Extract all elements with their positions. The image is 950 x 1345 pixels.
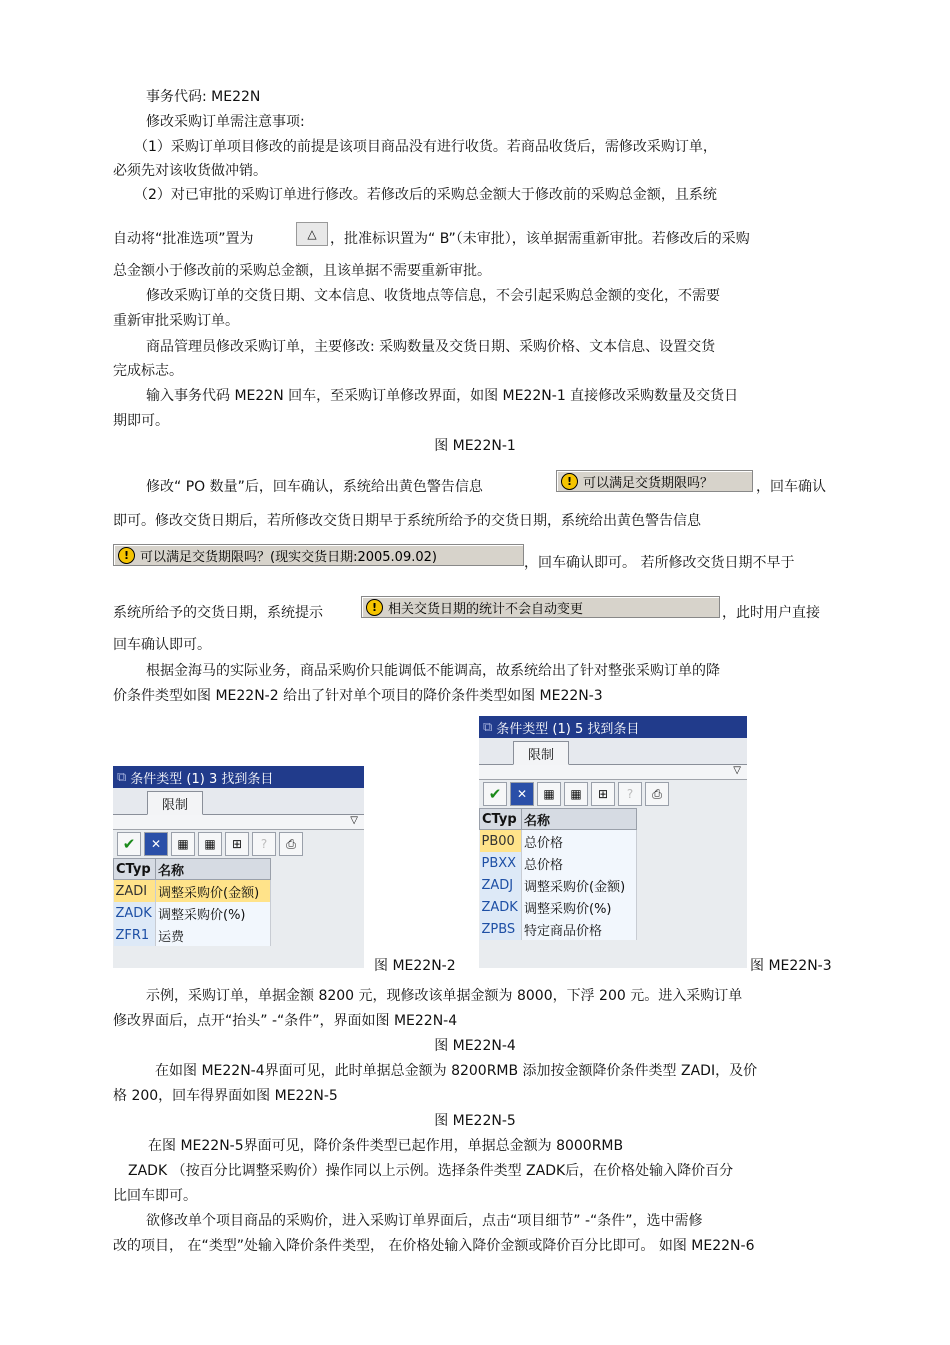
condition-code[interactable]: ZADJ: [480, 874, 522, 896]
condition-code[interactable]: ZADI: [114, 880, 156, 903]
condition-code[interactable]: ZPBS: [480, 918, 522, 940]
triangle-up-icon: △: [307, 227, 317, 241]
help-icon[interactable]: ?: [252, 832, 276, 856]
text-line: （1）采购订单项目修改的前提是该项目商品没有进行收货。若商品收货后，需修改采购订单，: [134, 139, 717, 155]
text-line: 在如图 ME22N-4界面可见，此时单据总金额为 8200RMB 添加按金额降价条件类型 ZADI，及价: [155, 1063, 758, 1079]
column-header: CTyp: [114, 859, 156, 880]
figure-caption: 图 ME22N-3: [750, 958, 832, 974]
warning-icon: !: [118, 547, 135, 564]
condition-code[interactable]: PB00: [480, 830, 522, 853]
print-icon[interactable]: ⎙: [645, 782, 669, 806]
text-line: 修改采购订单的交货日期、文本信息、收货地点等信息，不会引起采购总金额的变化，不需要: [146, 288, 720, 304]
text-line: 商品管理员修改采购订单，主要修改: 采购数量及交货日期、采购价格、文本信息、设置交货: [146, 339, 716, 355]
find-next-icon[interactable]: ▦: [198, 832, 222, 856]
confirm-icon[interactable]: ✔: [117, 832, 141, 856]
text-line: 修改采购订单需注意事项:: [146, 114, 305, 130]
text-line: 格 200，回车得界面如图 ME22N-5: [113, 1088, 338, 1104]
condition-code[interactable]: ZFR1: [114, 924, 156, 946]
text-line: 事务代码: ME22N: [146, 89, 261, 105]
tab-restrictions[interactable]: 限制: [147, 791, 203, 815]
new-entry-icon[interactable]: ⊞: [225, 832, 249, 856]
table-row[interactable]: [114, 902, 271, 924]
warning-message: ! 可以满足交货期限吗？: [556, 470, 753, 492]
popup-title-bar: ⧉ 条件类型 (1) 3 找到条目: [113, 766, 364, 788]
table-row[interactable]: [480, 852, 637, 874]
column-header: CTyp: [480, 809, 522, 830]
text-line: 期即可。: [113, 413, 169, 429]
text-line: 价条件类型如图 ME22N-2 给出了针对单个项目的降价条件类型如图 ME22N-3: [113, 688, 603, 704]
figure-caption: 图 ME22N-1: [434, 438, 516, 454]
cancel-icon[interactable]: ✕: [144, 832, 168, 856]
text-line: 总金额小于修改前的采购总金额，且该单据不需要重新审批。: [113, 263, 491, 279]
condition-name[interactable]: 调整采购价(%): [522, 896, 637, 918]
text-line: ZADK （按百分比调整采购价）操作同以上示例。选择条件类型 ZADK后，在价格处输入降价百分: [128, 1163, 734, 1179]
warning-message: ! 相关交货日期的统计不会自动变更: [361, 596, 720, 618]
text-line: 修改界面后，点开“抬头” -“条件”，界面如图 ME22N-4: [113, 1013, 458, 1029]
warning-icon: !: [561, 473, 578, 490]
confirm-icon[interactable]: ✔: [483, 782, 507, 806]
tab-row: [479, 738, 747, 765]
column-header: 名称: [156, 859, 271, 880]
condition-code[interactable]: PBXX: [480, 852, 522, 874]
text-line: 输入事务代码 ME22N 回车，至采购订单修改界面，如图 ME22N-1 直接修改采购数量及交货日: [146, 388, 739, 404]
filter-bar[interactable]: [479, 765, 747, 780]
popup-title-bar: ⧉ 条件类型 (1) 5 找到条目: [479, 716, 747, 738]
condition-name[interactable]: 调整采购价(金额): [522, 874, 637, 896]
new-entry-icon[interactable]: ⊞: [591, 782, 615, 806]
text-line: 重新审批采购订单。: [113, 313, 239, 329]
text-line: ，回车确认: [756, 479, 826, 495]
figure-caption: 图 ME22N-5: [434, 1113, 516, 1129]
text-line: ，此时用户直接: [722, 605, 820, 621]
text-line: 回车确认即可。: [113, 637, 211, 653]
find-icon[interactable]: ▦: [171, 832, 195, 856]
condition-name[interactable]: 总价格: [522, 830, 637, 853]
condition-type-popup-3: [479, 716, 747, 968]
condition-type-table: [113, 858, 271, 946]
text-line: 自动将“批准选项”置为: [113, 231, 254, 247]
figure-caption: 图 ME22N-4: [434, 1038, 516, 1054]
help-icon[interactable]: ?: [618, 782, 642, 806]
text-line: 示例，采购订单，单据金额 8200 元，现修改该单据金额为 8000，下浮 200 元。进入采购订单: [146, 988, 743, 1004]
window-icon: ⧉: [117, 769, 127, 785]
dropdown-icon[interactable]: ▽: [733, 765, 741, 776]
column-header: 名称: [522, 809, 637, 830]
approval-status-button: [296, 222, 328, 246]
tab-restrictions[interactable]: 限制: [513, 741, 569, 765]
popup-toolbar: [113, 830, 364, 858]
condition-name[interactable]: 运费: [156, 924, 271, 946]
table-row[interactable]: [480, 918, 637, 940]
figure-caption: 图 ME22N-2: [374, 958, 456, 974]
text-line: 欲修改单个项目商品的采购价，进入采购订单界面后，点击“项目细节” -“条件”，选中需修: [146, 1213, 703, 1229]
text-line: 必须先对该收货做冲销。: [113, 163, 267, 179]
condition-code[interactable]: ZADK: [480, 896, 522, 918]
text-line: 修改“ PO 数量”后，回车确认，系统给出黄色警告信息: [146, 479, 483, 495]
dropdown-icon[interactable]: ▽: [350, 815, 358, 826]
tab-row: [113, 788, 364, 815]
text-line: 完成标志。: [113, 363, 183, 379]
print-icon[interactable]: ⎙: [279, 832, 303, 856]
cancel-icon[interactable]: ✕: [510, 782, 534, 806]
text-line: 即可。修改交货日期后，若所修改交货日期早于系统所给予的交货日期，系统给出黄色警告信息: [113, 513, 701, 529]
condition-type-popup-2: [113, 766, 364, 968]
condition-name[interactable]: 总价格: [522, 852, 637, 874]
condition-type-table: [479, 808, 637, 940]
text-line: 改的项目， 在“类型”处输入降价条件类型， 在价格处输入降价金额或降价百分比即可。 如图 ME22N-6: [113, 1238, 755, 1254]
condition-name[interactable]: 调整采购价(%): [156, 902, 271, 924]
condition-code[interactable]: ZADK: [114, 902, 156, 924]
table-row[interactable]: [114, 880, 271, 903]
table-row[interactable]: [480, 896, 637, 918]
text-line: 系统所给予的交货日期，系统提示: [113, 605, 323, 621]
find-next-icon[interactable]: ▦: [564, 782, 588, 806]
table-row[interactable]: [114, 924, 271, 946]
table-row[interactable]: [480, 874, 637, 896]
table-row[interactable]: [480, 830, 637, 853]
condition-name[interactable]: 调整采购价(金额): [156, 880, 271, 903]
text-line: （2）对已审批的采购订单进行修改。若修改后的采购总金额大于修改前的采购总金额，且系统: [134, 187, 717, 203]
window-icon: ⧉: [483, 719, 493, 735]
filter-bar[interactable]: [113, 815, 364, 830]
popup-toolbar: [479, 780, 747, 808]
find-icon[interactable]: ▦: [537, 782, 561, 806]
text-line: 在图 ME22N-5界面可见，降价条件类型已起作用，单据总金额为 8000RMB: [148, 1138, 624, 1154]
text-line: ，批准标识置为“ B”（未审批），该单据需重新审批。若修改后的采购: [330, 231, 750, 247]
condition-name[interactable]: 特定商品价格: [522, 918, 637, 940]
text-line: ，回车确认即可。 若所修改交货日期不早于: [524, 555, 795, 571]
text-line: 根据金海马的实际业务，商品采购价只能调低不能调高，故系统给出了针对整张采购订单的降: [146, 663, 720, 679]
text-line: 比回车即可。: [113, 1188, 197, 1204]
warning-icon: !: [366, 599, 383, 616]
warning-message: ! 可以满足交货期限吗？(现实交货日期:2005.09.02): [113, 544, 524, 566]
